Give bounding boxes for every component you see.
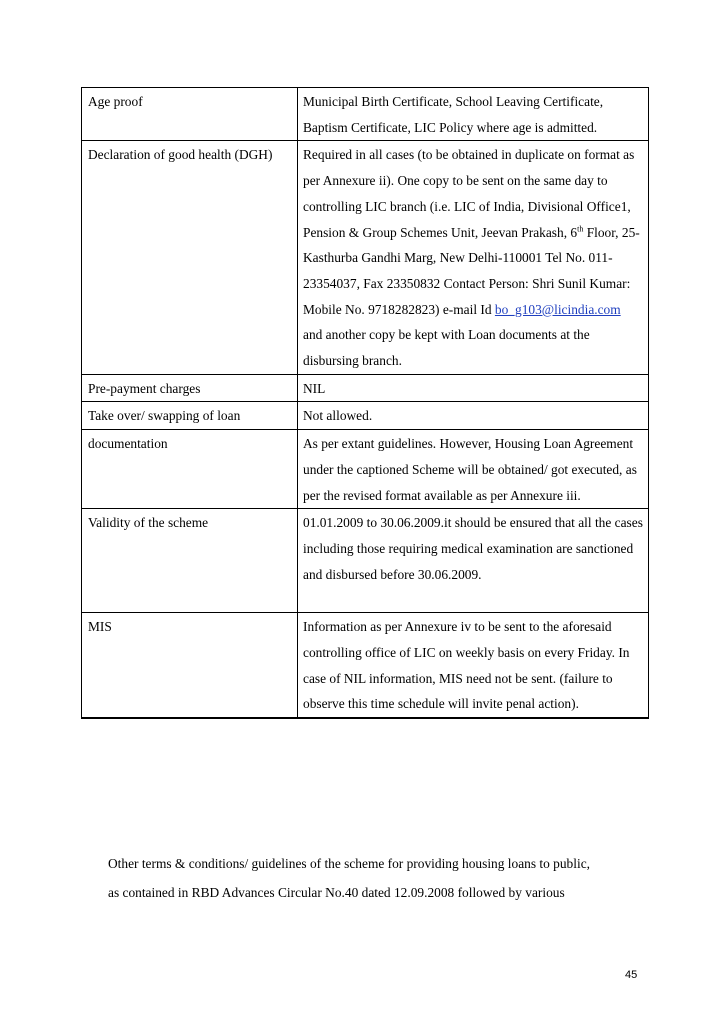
row-label: Take over/ swapping of loan bbox=[82, 402, 298, 430]
table-row bbox=[82, 509, 649, 613]
validity-text: 01.01.2009 to 30.06.2009.it should be ensured that all the cases including those requiring medical examination are sanctioned and disbursed before 30.06.2009. bbox=[303, 515, 643, 582]
row-label: Age proof bbox=[82, 88, 298, 141]
row-label: Pre-payment charges bbox=[82, 374, 298, 402]
page-number: 45 bbox=[625, 969, 638, 981]
table-row bbox=[82, 88, 649, 141]
dgh-text-part: Floor, 25- Kasthurba Gandhi Marg, New Delhi-110001 Tel No. 011-23354037, Fax 23350832 Contact Person: Shri Sunil Kumar: Mobile No. 9718282823) e-mail Id bbox=[303, 224, 640, 317]
paragraph-line: Other terms & conditions/ guidelines of the scheme for providing housing loans to public, bbox=[108, 856, 590, 871]
table-row bbox=[82, 141, 649, 374]
table-row bbox=[82, 374, 649, 402]
row-value bbox=[298, 141, 649, 374]
paragraph-line: as contained in RBD Advances Circular No.40 dated 12.09.2008 followed by various bbox=[108, 885, 565, 900]
superscript: th bbox=[577, 224, 584, 234]
row-label: documentation bbox=[82, 430, 298, 509]
dgh-text-part: and another copy be kept with Loan documents at the disbursing branch. bbox=[303, 327, 590, 369]
row-label: Declaration of good health (DGH) bbox=[82, 141, 298, 374]
table-row bbox=[82, 402, 649, 430]
terms-table bbox=[81, 87, 649, 719]
row-label: MIS bbox=[82, 613, 298, 718]
row-value: NIL bbox=[298, 374, 649, 402]
row-value: Not allowed. bbox=[298, 402, 649, 430]
row-value: As per extant guidelines. However, Housing Loan Agreement under the captioned Scheme will be obtained/ got executed, as per the revised format available as per Annexure iii. bbox=[298, 430, 649, 509]
row-value: Municipal Birth Certificate, School Leaving Certificate, Baptism Certificate, LIC Policy where age is admitted. bbox=[298, 88, 649, 141]
body-paragraph bbox=[108, 849, 688, 907]
email-link[interactable]: bo_g103@licindia.com bbox=[494, 301, 621, 317]
row-value bbox=[298, 509, 649, 613]
row-label: Validity of the scheme bbox=[82, 509, 298, 613]
dgh-text-part: Required in all cases (to be obtained in duplicate on format as per Annexure ii). One copy to be sent on the same day to controlling LIC branch (i.e. LIC of India, Divisional Office1, Pension & Group Schemes Unit, Jeevan Prakash, 6 bbox=[303, 147, 635, 240]
row-value: Information as per Annexure iv to be sent to the aforesaid controlling office of LIC on weekly basis on every Friday. In case of NIL information, MIS need not be sent. (failure to observe this time schedule will invite penal action). bbox=[298, 613, 649, 718]
table-row bbox=[82, 613, 649, 718]
row-spacer bbox=[303, 587, 643, 612]
table-row bbox=[82, 430, 649, 509]
